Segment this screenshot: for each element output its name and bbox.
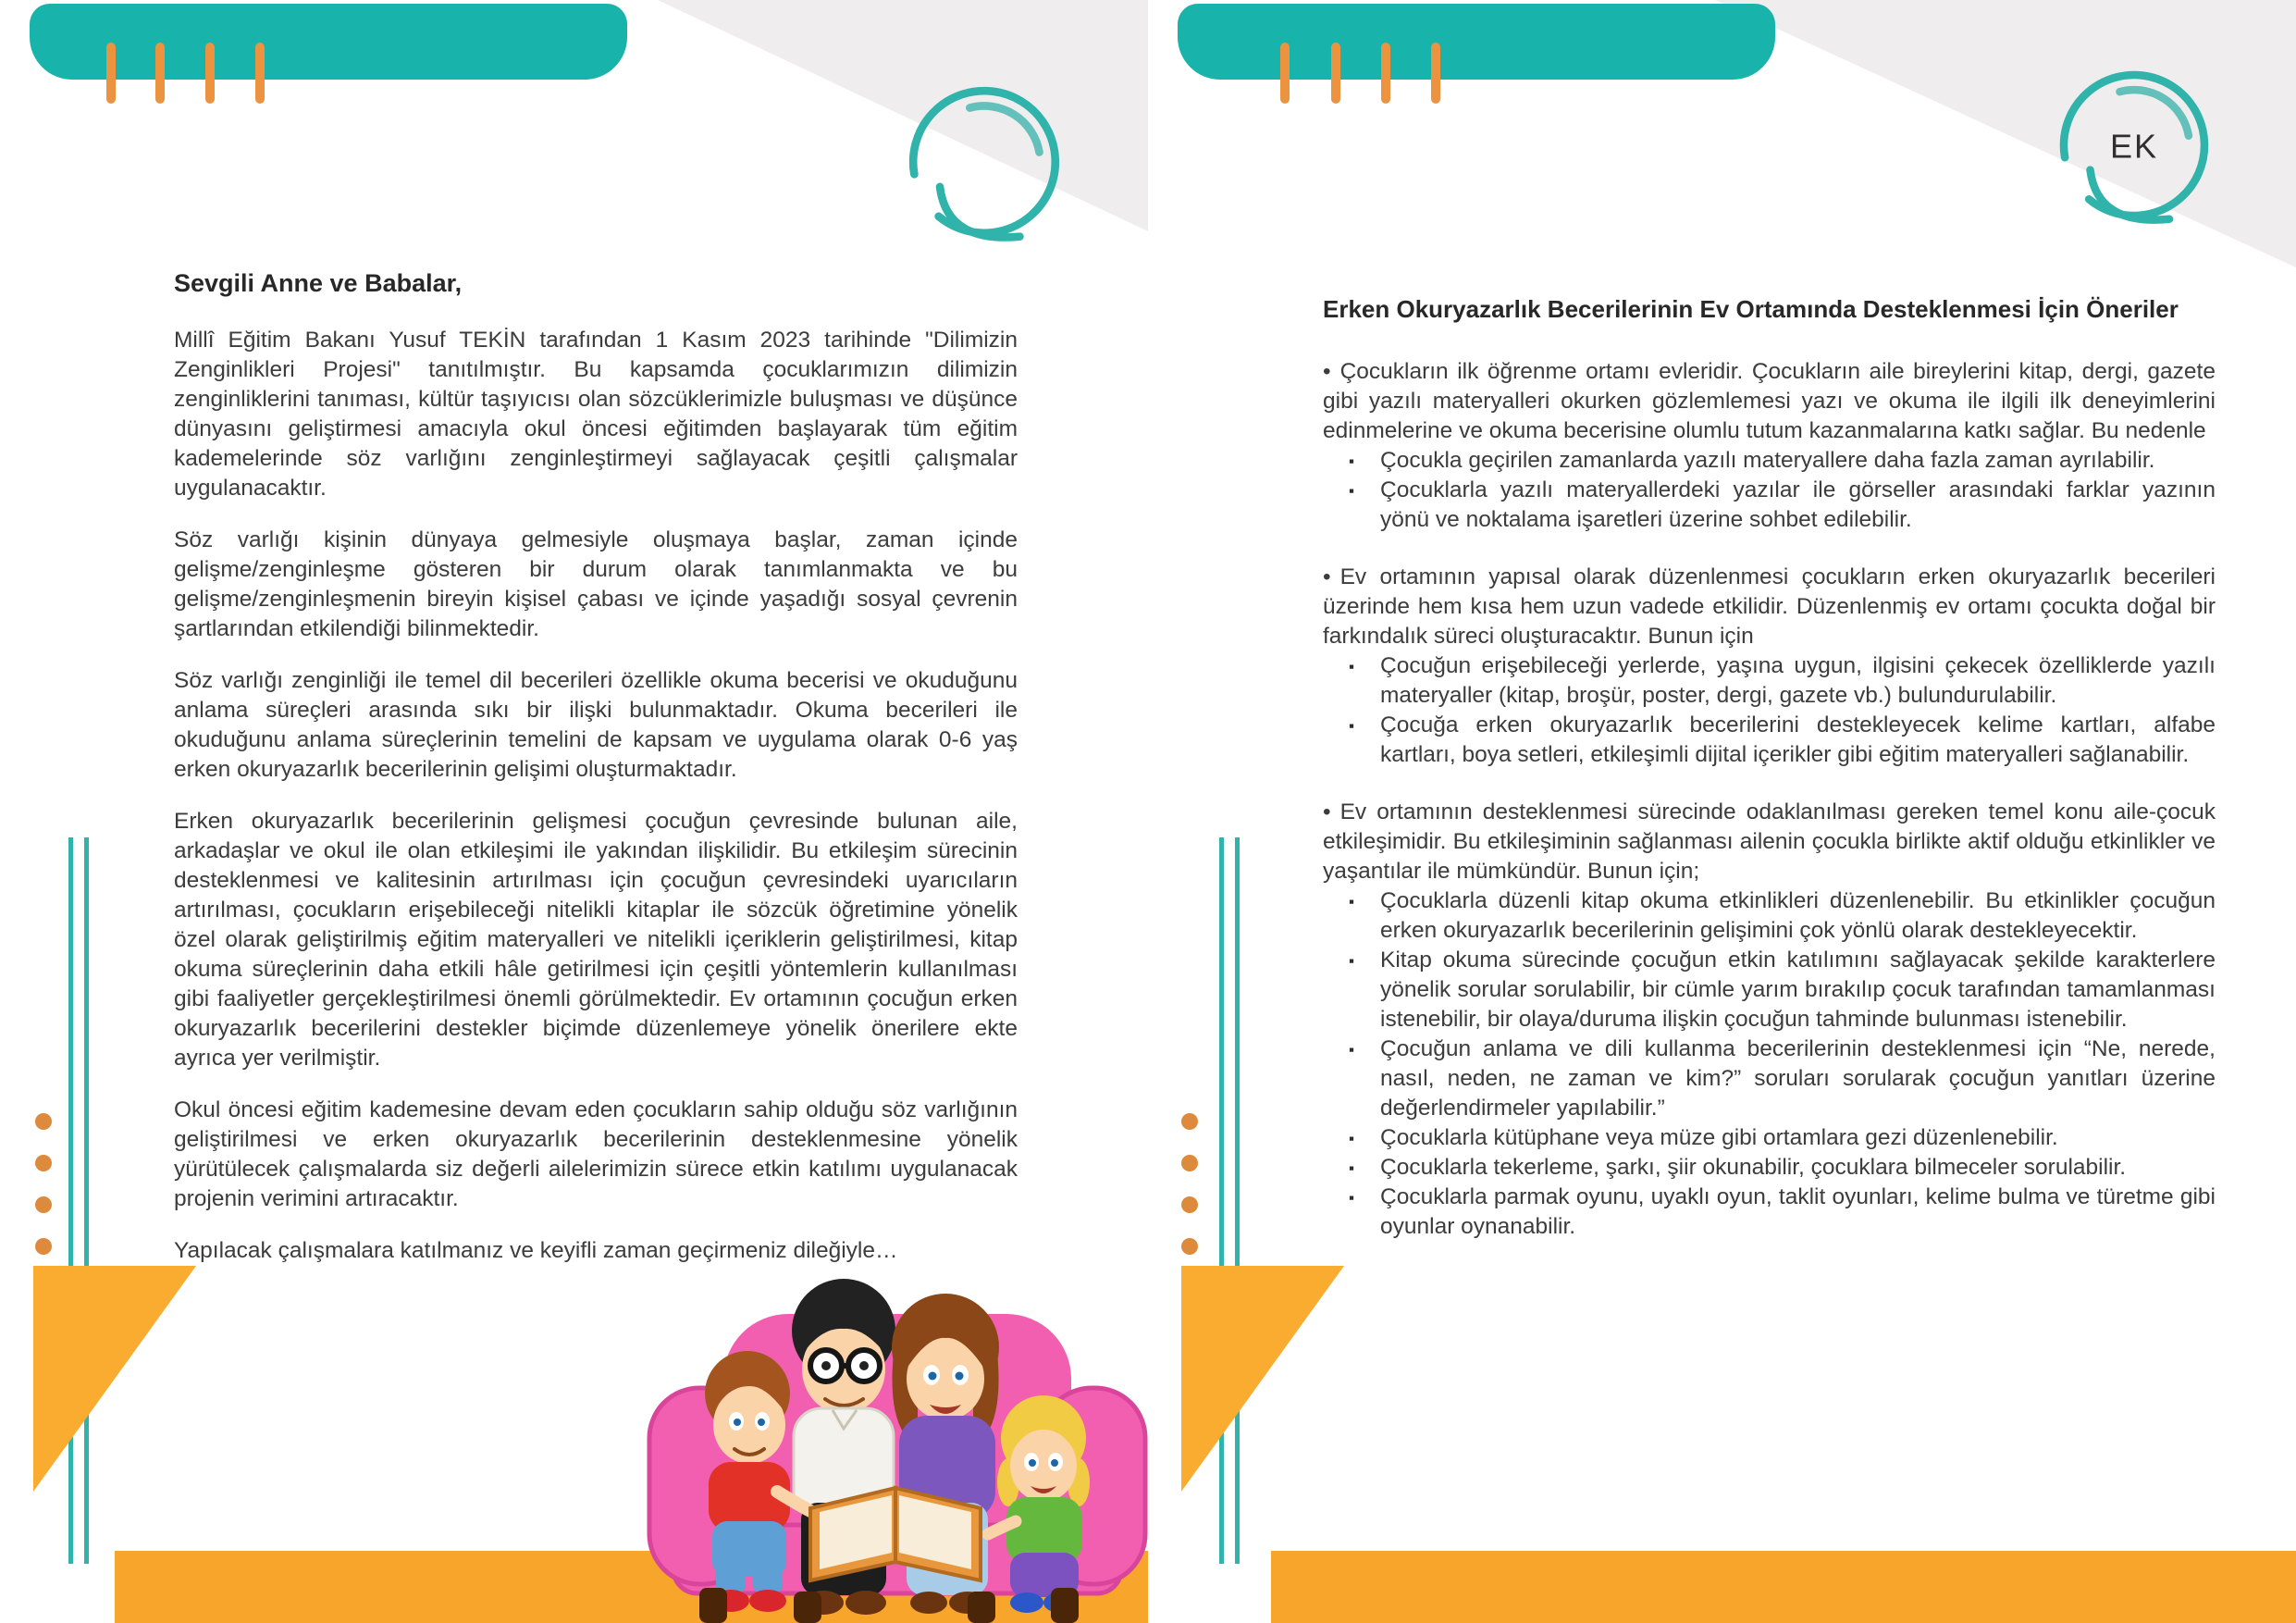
- section-intro-text: Ev ortamının desteklenmesi sürecinde odaklanılması gereken temel konu aile-çocuk etkileşimidir. Bu etkileşiminin sağlanması ailenin çocukla birlikte aktif olduğu etkinlikler ve yaşantılar ile mümkündür. Bunun için;: [1323, 799, 2216, 884]
- bullet-item: [1323, 886, 2216, 946]
- bullet-item: [1323, 946, 2216, 1035]
- dot-ornament: [35, 1113, 52, 1130]
- paragraph: Okul öncesi eğitim kademesine devam eden çocukların sahip olduğu söz varlığının geliştirilmesi ve erken okuryazarlık becerilerinin desteklenmesine yönelik yürütülecek çalışmalarda siz değerli ailelerimizin sürece etkin katılımı uygulanacak projenin verimini artıracaktır.: [174, 1097, 1018, 1211]
- paragraph: Erken okuryazarlık becerilerinin gelişmesi çocuğun çevresinde bulunan aile, arkadaşlar ve okul ile olan etkileşimi ile yakından ilişkilidir. Bu etkileşim sürecinin desteklenmesi ve kalitesinin artırılması için çocuğun çevresindeki uyarıcıların artırılması, çocukların erişebileceği nitelikli kitaplar ile sözcük öğretimine yönelik özel olarak geliştirilmiş eğitim materyalleri ve nitelikli içeriklerin geliştirilmesi, kitap okuma süreçlerinin daha etkili hâle getirilmesi için çeşitli yöntemlerin kullanılması gibi faaliyetler gerçekleştirilmesi önemli görülmektedir. Ev ortamının çocuğun erken okuryazarlık becerilerini destekler biçimde düzenlemeye yönelik önerilere ekte ayrıca yer verilmiştir.: [174, 809, 1018, 1071]
- dot-ornament: [1181, 1155, 1198, 1171]
- dot-ornament: [35, 1196, 52, 1213]
- greeting-heading: Sevgili Anne ve Babalar,: [174, 269, 463, 297]
- bullet-item-text: Çocuğa erken okuryazarlık becerilerini destekleyecek kelime kartları, alfabe kartları, boya setleri, etkileşimli dijital içerikler gibi eğitim materyalleri sağlanabilir.: [1380, 712, 2216, 767]
- bullet-marker: •: [1323, 799, 1331, 824]
- bullet-item: [1323, 476, 2216, 535]
- bullet-item-text: Çocukla geçirilen zamanlarda yazılı materyallere daha fazla zaman ayrılabilir.: [1380, 448, 2155, 473]
- bullet-item: [1323, 1123, 2216, 1153]
- bullet-item-text: Çocuklarla kütüphane veya müze gibi ortamlara gezi düzenlenebilir.: [1380, 1125, 2058, 1150]
- header-blob: [1178, 4, 1775, 80]
- sub-bullet-marker: ▪: [1349, 1159, 1355, 1177]
- dot-ornament: [35, 1155, 52, 1171]
- sub-bullet-marker: ▪: [1349, 1189, 1355, 1207]
- sub-bullet-marker: ▪: [1349, 1041, 1355, 1059]
- sub-bullet-marker: ▪: [1349, 893, 1355, 911]
- sub-bullet-marker: ▪: [1349, 1130, 1355, 1147]
- binding-bar-icon: [1381, 43, 1390, 104]
- page-right: [1148, 0, 2296, 1623]
- binding-bar-icon: [1431, 43, 1440, 104]
- letter-body: [174, 268, 1018, 1266]
- section-intro-text: Ev ortamının yapısal olarak düzenlenmesi çocukların erken okuryazarlık becerileri üzerinde hem kısa hem uzun vadede etkilidir. Düzenlenmiş ev ortamı çocukta doğal bir farkındalık süreci oluşturacaktır. Bunun için: [1323, 564, 2216, 649]
- bullet-item-text: Çocuğun erişebileceği yerlerde, yaşına uygun, ilgisini çekecek özelliklerde yazılı materyaller (kitap, broşür, poster, dergi, gazete vb.) bulundurulabilir.: [1380, 653, 2216, 708]
- bullet-marker: •: [1323, 564, 1331, 589]
- binding-bar-icon: [155, 43, 165, 104]
- binding-bar-icon: [205, 43, 215, 104]
- bullet-item: [1323, 1153, 2216, 1183]
- line-ornament: [1235, 837, 1240, 1564]
- sub-bullet-marker: ▪: [1349, 658, 1355, 675]
- sub-bullet-marker: ▪: [1349, 452, 1355, 470]
- triangle-ornament: [33, 1266, 196, 1492]
- paragraph: Söz varlığı zenginliği ile temel dil becerileri özellikle okuma becerisi ve okuduğunu anlama süreçleri arasında sıkı bir ilişki bulunmaktadır. Okuma becerileri ile okuduğunu anlama süreçlerinin temelini de kapsam ve uygulama olarak 0-6 yaş erken okuryazarlık becerilerinin gelişimi oluşturmaktadır.: [174, 668, 1018, 782]
- paragraph: Millî Eğitim Bakanı Yusuf TEKİN tarafından 1 Kasım 2023 tarihinde "Dilimizin Zenginlikleri Projesi" tanıtılmıştır. Bu kapsamda çocuklarımızın dilimizin zenginliklerini tanıması, kültür taşıyıcısı olan sözcüklerimizle buluşması ve düşünce dünyasını geliştirmesi amacıyla okul öncesi eğitimden başlayarak tüm eğitim kademelerinde söz varlığını zenginleştirmeyi sağlayacak çeşitli çalışmalar uygulanacaktır.: [174, 328, 1018, 501]
- bullet-marker: •: [1323, 359, 1331, 384]
- line-ornament: [84, 837, 89, 1564]
- dot-ornament: [1181, 1113, 1198, 1130]
- dot-ornament: [1181, 1196, 1198, 1213]
- section: [1323, 357, 2216, 535]
- family-reading-illustration: [638, 1270, 1156, 1623]
- bullet-item: [1323, 1183, 2216, 1242]
- line-ornament: [1219, 837, 1224, 1564]
- ek-badge: EK: [2110, 127, 2158, 166]
- appendix-body: [1323, 294, 2216, 1270]
- section: [1323, 563, 2216, 770]
- bullet-item-text: Çocuklarla düzenli kitap okuma etkinlikleri düzenlenebilir. Bu etkinlikler çocuğun erken okuryazarlık becerilerinin gelişimini çok yönlü olarak destekleyecektir.: [1380, 888, 2216, 943]
- triangle-ornament: [1181, 1266, 1344, 1492]
- dot-ornament: [35, 1238, 52, 1255]
- sub-bullet-marker: ▪: [1349, 717, 1355, 735]
- paragraph: Söz varlığı kişinin dünyaya gelmesiyle oluşmaya başlar, zaman içinde gelişme/zenginleşme gösteren bir durum olarak tanımlanmakta ve bu gelişme/zenginleşmenin bireyin kişisel çabası ve içinde yaşadığı sosyal çevrenin şartlarından etkilendiği bilinmektedir.: [174, 527, 1018, 641]
- binding-bar-icon: [106, 43, 116, 104]
- dot-ornament: [1181, 1238, 1198, 1255]
- binding-bar-icon: [255, 43, 265, 104]
- bullet-item: [1323, 651, 2216, 711]
- swirl-logo-icon: [895, 73, 1073, 251]
- sub-bullet-marker: ▪: [1349, 482, 1355, 500]
- bullet-item-text: Çocuklarla parmak oyunu, uyaklı oyun, taklit oyunları, kelime bulma ve türetme gibi oyunlar oynanabilir.: [1380, 1184, 2216, 1239]
- bullet-item: [1323, 1035, 2216, 1123]
- section-intro: [1323, 798, 2216, 886]
- binding-bar-icon: [1280, 43, 1290, 104]
- sub-bullet-marker: ▪: [1349, 952, 1355, 970]
- binding-bar-icon: [1331, 43, 1340, 104]
- section-intro-text: Çocukların ilk öğrenme ortamı evleridir. Çocukların aile bireylerini kitap, dergi, gazete gibi yazılı materyalleri okurken gözlemlemesi yazı ve okuma ile ilgili ilk deneyimlerini edinmelerine ve okuma becerisine olumlu tutum kazanmalarına katkı sağlar. Bu nedenle: [1323, 359, 2216, 443]
- line-ornament: [68, 837, 73, 1564]
- header-blob: [30, 4, 627, 80]
- footer-bar: [1271, 1551, 2296, 1623]
- bullet-item-text: Kitap okuma sürecinde çocuğun etkin katılımını sağlayacak şekilde karakterlere yönelik sorular sorulabilir, bir cümle yarım bırakılıp çocuk tarafından tamamlanması istenebilir, bir olaya/duruma ilişkin çocuğun tahminde bulunması istenebilir.: [1380, 948, 2216, 1032]
- bullet-item: [1323, 446, 2216, 476]
- section-intro: [1323, 357, 2216, 446]
- section: [1323, 798, 2216, 1242]
- bullet-item-text: Çocuklarla tekerleme, şarkı, şiir okunabilir, çocuklara bilmeceler sorulabilir.: [1380, 1155, 2127, 1180]
- bullet-item: [1323, 711, 2216, 770]
- ek-badge-swirl-icon: [2046, 57, 2222, 233]
- page-title: Erken Okuryazarlık Becerilerinin Ev Ortamında Desteklenmesi İçin Öneriler: [1323, 295, 2179, 323]
- section-intro: [1323, 563, 2216, 651]
- bullet-item-text: Çocuğun anlama ve dili kullanma becerilerinin desteklenmesi için “Ne, nerede, nasıl, neden, ne zaman ve kim?” soruları sorularak çocuğun yanıtları üzerine değerlendirmeler yapılabilir.”: [1380, 1036, 2216, 1121]
- closing-line: Yapılacak çalışmalara katılmanız ve keyifli zaman geçirmeniz dileğiyle…: [174, 1238, 898, 1263]
- bullet-item-text: Çocuklarla yazılı materyallerdeki yazılar ile görseller arasındaki farklar yazının yönü ve noktalama işaretleri üzerine sohbet edilebilir.: [1380, 477, 2216, 532]
